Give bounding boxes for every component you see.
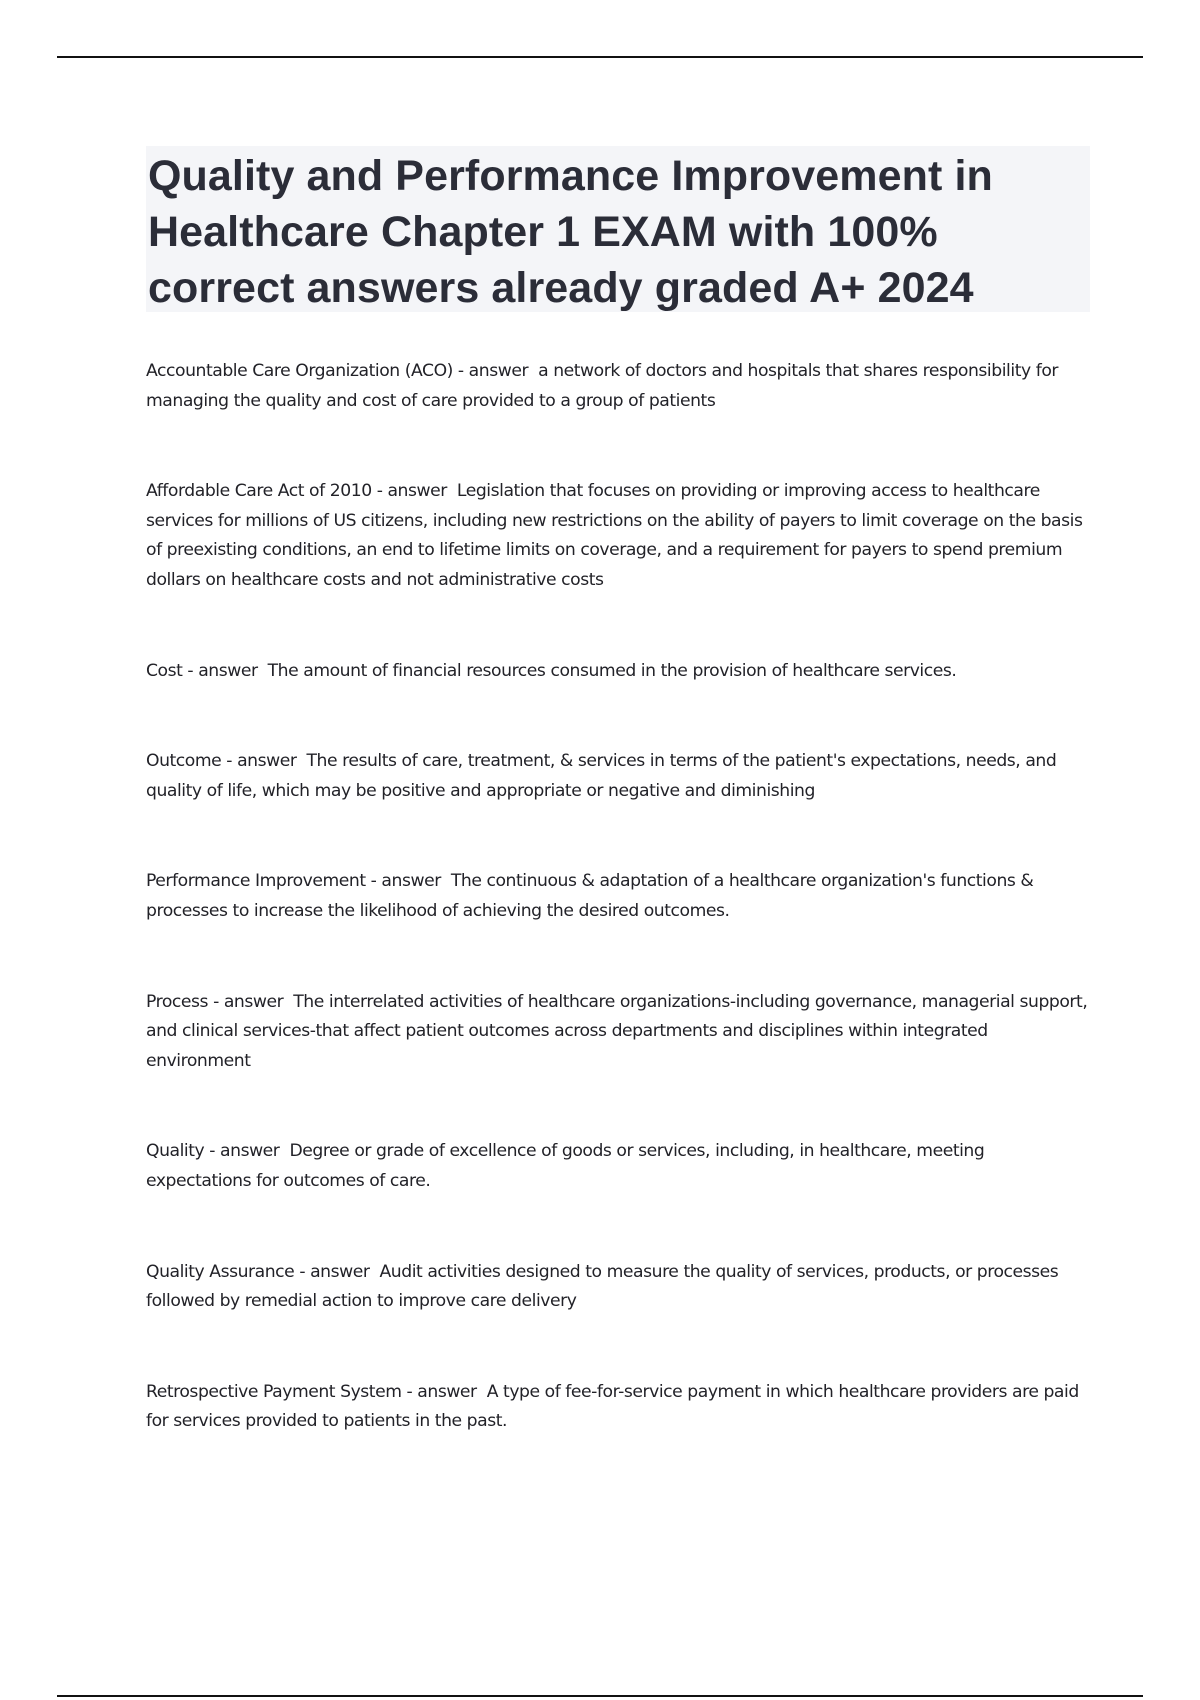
glossary-entry xyxy=(146,357,1091,416)
entry-separator: - answer xyxy=(204,1141,290,1162)
entry-term: Quality Assurance xyxy=(146,1261,295,1282)
glossary-list xyxy=(146,357,1091,1498)
entry-separator: - answer xyxy=(371,481,457,502)
entry-definition: The results of care, treatment, & services in terms of the patient's expectations, needs, and quality of life, which may be positive and appropriate or negative and diminishing xyxy=(146,751,1057,801)
glossary-entry xyxy=(146,1258,1091,1317)
glossary-entry xyxy=(146,477,1091,595)
entry-separator: - answer xyxy=(221,751,307,772)
entry-definition: A type of fee-for-service payment in which healthcare providers are paid for services provided to patients in the past. xyxy=(146,1381,1079,1432)
entry-definition: The interrelated activities of healthcare organizations-including governance, managerial support, and clinical services-that affect patient outcomes across departments and disciplines within integrated environment xyxy=(146,991,1088,1071)
entry-separator: - answer xyxy=(294,1261,380,1282)
header-divider xyxy=(57,56,1143,58)
entry-separator: - answer xyxy=(452,361,539,381)
glossary-entry xyxy=(146,747,1091,806)
entry-separator: - answer xyxy=(182,660,268,681)
glossary-entry xyxy=(146,657,1091,687)
entry-definition: Degree or grade of excellence of goods or services, including, in healthcare, meeting expectations for outcomes of care. xyxy=(146,1141,985,1191)
footer-divider xyxy=(57,1695,1143,1697)
entry-term: Affordable Care Act of 2010 xyxy=(146,481,372,502)
entry-definition: a network of doctors and hospitals that shares responsibility for managing the quality and cost of care provided to a group of patients xyxy=(146,361,1058,411)
entry-term: Retrospective Payment System xyxy=(146,1381,402,1402)
entry-definition: The continuous & adaptation of a healthcare organization's functions & processes to increase the likelihood of achieving the desired outcomes. xyxy=(146,871,1034,921)
entry-definition: Audit activities designed to measure the quality of services, products, or processes followed by remedial action to improve care delivery xyxy=(146,1261,1059,1312)
glossary-entry xyxy=(146,988,1091,1077)
entry-term: Process xyxy=(146,991,209,1012)
entry-term: Quality xyxy=(146,1141,205,1162)
entry-definition: Legislation that focuses on providing or improving access to healthcare services for millions of US citizens, including new restrictions on the ability of payers to limit coverage on the basis of preexisting conditions, an end to lifetime limits on coverage, and a requirement for payers to spend premium dollars on healthcare costs and not administrative costs xyxy=(146,481,1083,590)
glossary-entry xyxy=(146,867,1091,926)
entry-term: Performance Improvement xyxy=(146,871,366,892)
document-title: Quality and Performance Improvement in Healthcare Chapter 1 EXAM with 100% correct answers already graded A+ 2024 xyxy=(148,152,993,312)
entry-separator: - answer xyxy=(401,1381,487,1402)
entry-separator: - answer xyxy=(208,991,294,1012)
glossary-entry xyxy=(146,1137,1091,1196)
entry-term: Accountable Care Organization (ACO) xyxy=(146,361,453,381)
entry-term: Outcome xyxy=(146,751,222,772)
title-banner xyxy=(146,146,1090,312)
glossary-entry xyxy=(146,1378,1091,1437)
entry-term: Cost xyxy=(146,660,183,681)
entry-definition: The amount of financial resources consumed in the provision of healthcare services. xyxy=(267,660,957,681)
entry-separator: - answer xyxy=(365,871,451,892)
